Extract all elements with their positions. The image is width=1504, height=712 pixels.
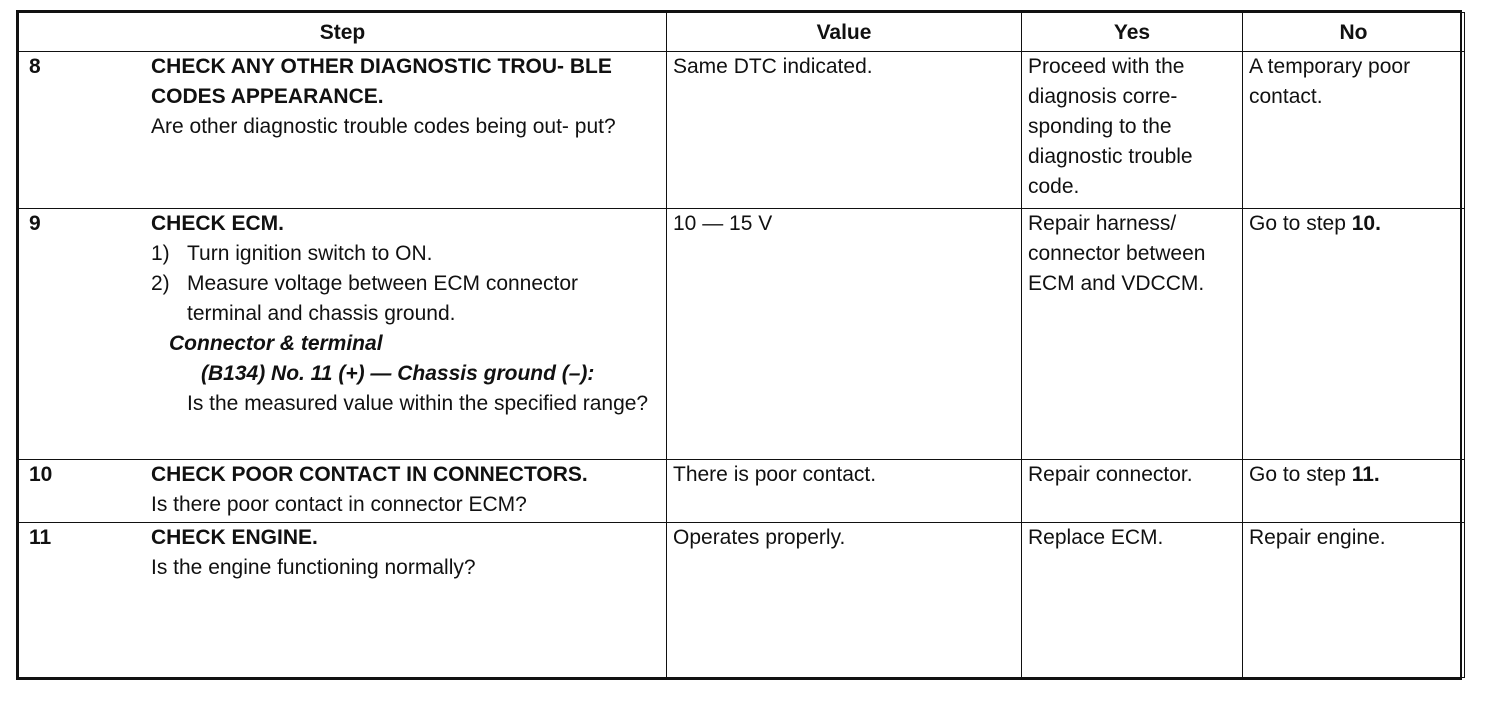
step-cell	[19, 209, 667, 460]
step-question: Is the measured value within the specified range?	[187, 392, 649, 415]
step-number: 9	[29, 212, 41, 235]
header-no: No	[1243, 13, 1465, 52]
table-row	[19, 209, 1465, 460]
step-cell	[19, 52, 667, 209]
no-cell-step-ref: 11.	[1351, 463, 1380, 486]
step-question: Are other diagnostic trouble codes being out- put?	[151, 115, 616, 138]
no-cell	[1243, 460, 1465, 523]
header-row	[19, 13, 1465, 52]
header-yes: Yes	[1022, 13, 1243, 52]
step-number: 10	[29, 463, 53, 486]
step-title: CHECK ECM.	[151, 212, 285, 235]
diagnostic-table-container	[16, 10, 1462, 680]
step-question: Is the engine functioning normally?	[151, 556, 476, 579]
substep-item	[151, 239, 656, 269]
no-cell: A temporary poor contact.	[1243, 52, 1465, 209]
substep-text: Turn ignition switch to ON.	[187, 242, 433, 265]
yes-cell: Repair connector.	[1022, 460, 1243, 523]
substep-number: 2)	[151, 272, 170, 295]
diagnostic-table	[18, 12, 1465, 678]
no-cell-prefix: Go to step	[1249, 463, 1352, 486]
step-title: CHECK ENGINE.	[151, 526, 318, 549]
value-cell: Operates properly.	[667, 523, 1022, 678]
step-number: 11	[29, 526, 52, 549]
substep-text: Measure voltage between ECM connector terminal and chassis ground.	[187, 272, 579, 325]
yes-cell: Repair harness/ connector between ECM and VDCCM.	[1022, 209, 1243, 460]
value-cell: 10 — 15 V	[667, 209, 1022, 460]
header-step: Step	[19, 13, 667, 52]
spec-value: (B134) No. 11 (+) — Chassis ground (–):	[201, 362, 595, 385]
value-cell: Same DTC indicated.	[667, 52, 1022, 209]
no-cell: Repair engine.	[1243, 523, 1465, 678]
step-title: CHECK POOR CONTACT IN CONNECTORS.	[151, 463, 588, 486]
table-row	[19, 460, 1465, 523]
header-value: Value	[667, 13, 1022, 52]
table-row	[19, 523, 1465, 678]
table-row	[19, 52, 1465, 209]
step-cell	[19, 460, 667, 523]
step-title: CHECK ANY OTHER DIAGNOSTIC TROU- BLE CODES APPEARANCE.	[151, 55, 612, 108]
substep-item	[151, 269, 656, 329]
yes-cell: Proceed with the diagnosis corre- sponding to the diagnostic trouble code.	[1022, 52, 1243, 209]
no-cell	[1243, 209, 1465, 460]
step-question: Is there poor contact in connector ECM?	[151, 493, 527, 516]
no-cell-step-ref: 10.	[1351, 212, 1381, 235]
yes-cell: Replace ECM.	[1022, 523, 1243, 678]
value-cell: There is poor contact.	[667, 460, 1022, 523]
step-cell	[19, 523, 667, 678]
substep-number: 1)	[151, 242, 170, 265]
step-number: 8	[29, 55, 41, 78]
spec-label: Connector & terminal	[169, 332, 383, 355]
no-cell-prefix: Go to step	[1249, 212, 1352, 235]
